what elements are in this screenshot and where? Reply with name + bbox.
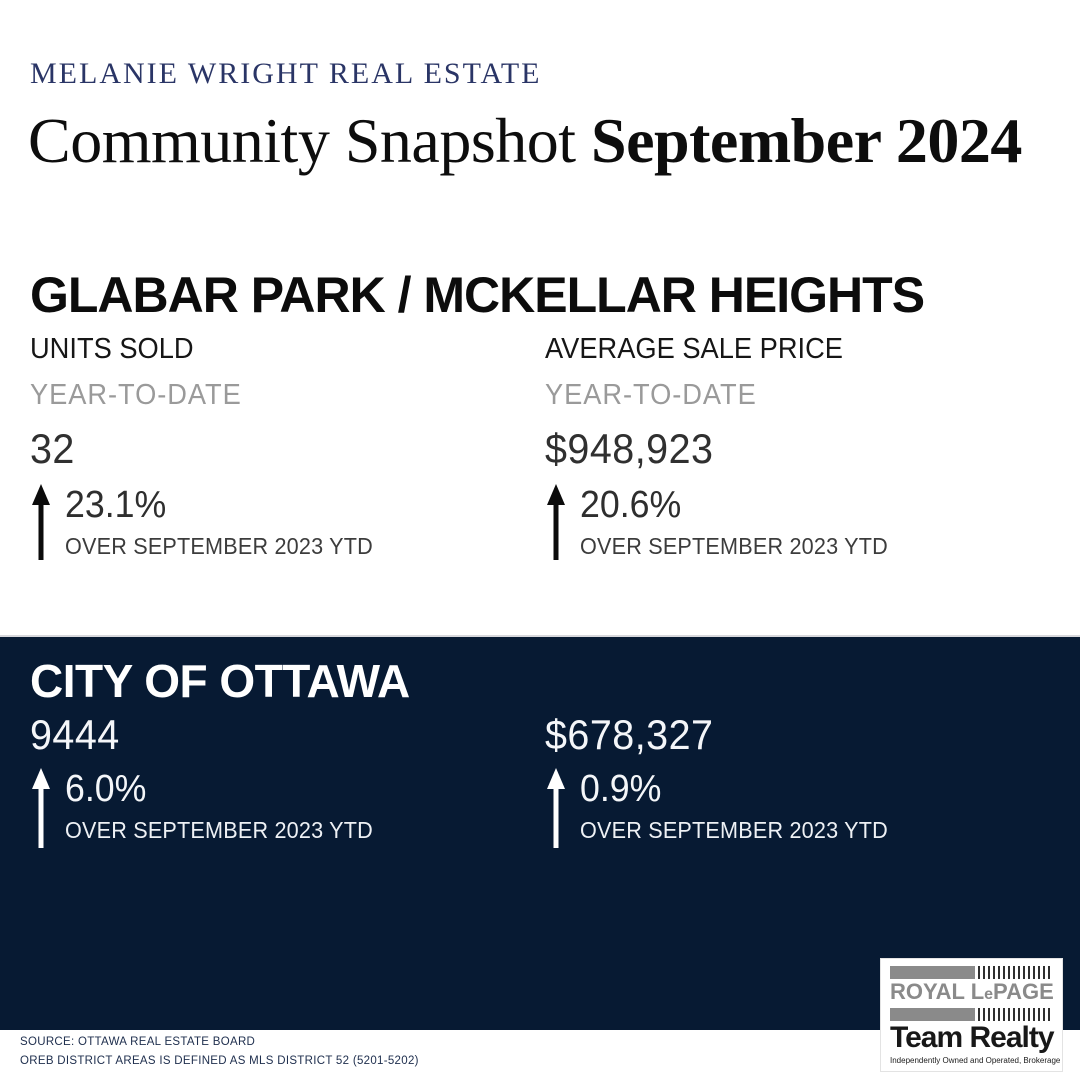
community-units-change-text bbox=[65, 484, 393, 559]
city-price-change-caption: OVER SEPTEMBER 2023 YTD bbox=[580, 817, 888, 843]
ytd-label: YEAR-TO-DATE bbox=[545, 379, 757, 411]
city-avg-price-block bbox=[545, 711, 1015, 850]
source-note bbox=[20, 1033, 419, 1071]
up-arrow-icon bbox=[545, 484, 567, 562]
source-line-2: OREB DISTRICT AREAS IS DEFINED AS MLS DISTRICT 52 (5201-5202) bbox=[20, 1055, 419, 1067]
city-name-heading: CITY OF OTTAWA bbox=[30, 655, 410, 707]
units-sold-label: UNITS SOLD bbox=[30, 333, 194, 365]
logo-solid-bar bbox=[890, 966, 975, 979]
ytd-label: YEAR-TO-DATE bbox=[30, 379, 242, 411]
brand-name: MELANIE WRIGHT REAL ESTATE bbox=[30, 57, 542, 90]
avg-sale-price-label: AVERAGE SALE PRICE bbox=[545, 333, 843, 365]
community-units-sold-block bbox=[30, 332, 500, 562]
logo-text-page: PAGE bbox=[993, 979, 1054, 1004]
logo-barcode-stripes bbox=[978, 1008, 1053, 1021]
community-units-change-pct: 23.1% bbox=[65, 484, 167, 526]
city-price-change-pct: 0.9% bbox=[580, 768, 662, 810]
up-arrow-icon bbox=[30, 484, 52, 562]
royal-lepage-wordmark bbox=[890, 980, 1053, 1007]
city-units-change-caption: OVER SEPTEMBER 2023 YTD bbox=[65, 817, 373, 843]
up-arrow-icon bbox=[30, 768, 52, 850]
city-price-change-row bbox=[545, 768, 1015, 850]
source-line-1: SOURCE: OTTAWA REAL ESTATE BOARD bbox=[20, 1036, 256, 1048]
logo-solid-bar bbox=[890, 1008, 975, 1021]
city-units-change-pct: 6.0% bbox=[65, 768, 147, 810]
community-price-change-text bbox=[580, 484, 908, 559]
logo-stripe-row-top bbox=[890, 966, 1053, 979]
logo-barcode-stripes bbox=[978, 966, 1053, 979]
logo-text-royal: ROYAL L bbox=[890, 979, 985, 1004]
logo-text-small-e: e bbox=[984, 986, 994, 1003]
community-units-sold-value: 32 bbox=[30, 425, 75, 472]
team-realty-wordmark: Team Realty bbox=[890, 1021, 1054, 1054]
logo-tagline: Independently Owned and Operated, Brokerage bbox=[890, 1056, 1061, 1065]
community-avg-price-value: $948,923 bbox=[545, 425, 714, 472]
city-avg-price-value: $678,327 bbox=[545, 711, 714, 758]
page-title bbox=[28, 104, 1022, 178]
community-avg-price-block bbox=[545, 332, 1015, 562]
logo-stripe-row-bottom bbox=[890, 1008, 1053, 1021]
community-price-change-row bbox=[545, 484, 1015, 562]
city-units-change-row bbox=[30, 768, 500, 850]
city-units-sold-value: 9444 bbox=[30, 711, 120, 758]
title-text: Community Snapshot bbox=[28, 105, 576, 176]
title-period: September 2024 bbox=[591, 105, 1022, 176]
community-price-change-pct: 20.6% bbox=[580, 484, 682, 526]
up-arrow-icon bbox=[545, 768, 567, 850]
community-units-change-caption: OVER SEPTEMBER 2023 YTD bbox=[65, 533, 373, 559]
city-units-sold-block bbox=[30, 711, 500, 850]
community-units-change-row bbox=[30, 484, 500, 562]
city-units-change-text bbox=[65, 768, 393, 843]
royal-lepage-logo bbox=[880, 958, 1063, 1072]
community-price-change-caption: OVER SEPTEMBER 2023 YTD bbox=[580, 533, 888, 559]
community-name-heading: GLABAR PARK / MCKELLAR HEIGHTS bbox=[30, 267, 925, 323]
city-price-change-text bbox=[580, 768, 908, 843]
